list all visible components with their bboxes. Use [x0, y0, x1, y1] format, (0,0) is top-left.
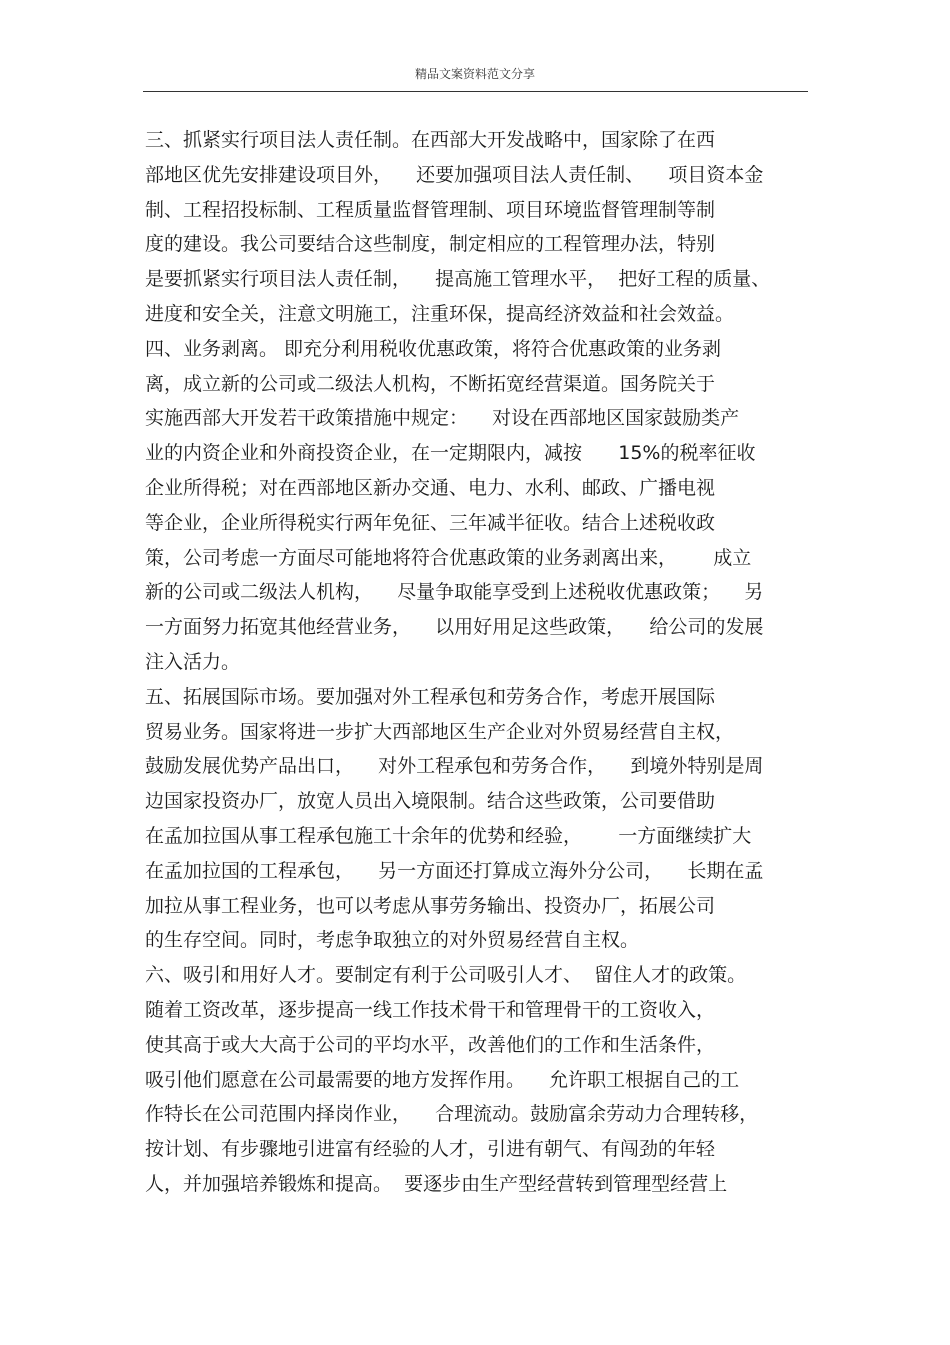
text-line: 是要抓紧实行项目法人责任制， 提高施工管理水平， 把好工程的质量、	[145, 268, 771, 291]
text-line: 实施西部大开发若干政策措施中规定： 对设在西部地区国家鼓励类产	[145, 407, 740, 430]
text-line: 企业所得税；对在西部地区新办交通、电力、水利、邮政、广播电视	[145, 476, 716, 499]
page-header: 精品文案资料范文分享	[414, 67, 535, 81]
text-line: 在孟加拉国的工程承包， 另一方面还打算成立海外分公司， 长期在孟	[145, 859, 764, 882]
text-line: 的生存空间。同时，考虑争取独立的对外贸易经营自主权。	[145, 929, 640, 952]
text-line: 等企业，企业所得税实行两年免征、三年减半征收。结合上述税收政	[145, 511, 716, 534]
text-line: 在孟加拉国从事工程承包施工十余年的优势和经验， 一方面继续扩大	[145, 824, 752, 847]
text-line: 业的内资企业和外商投资企业，在一定期限内，减按 15%的税率征收	[145, 442, 756, 465]
text-line: 贸易业务。国家将进一步扩大西部地区生产企业对外贸易经营自主权，	[145, 720, 735, 743]
text-line: 鼓励发展优势产品出口， 对外工程承包和劳务合作， 到境外特别是周	[145, 755, 764, 778]
header-divider	[143, 91, 808, 92]
text-line: 一方面努力拓宽其他经营业务， 以用好用足这些政策， 给公司的发展	[145, 616, 764, 639]
text-line: 加拉从事工程业务，也可以考虑从事劳务输出、投资办厂，拓展公司	[145, 894, 716, 917]
text-line: 吸引他们愿意在公司最需要的地方发挥作用。 允许职工根据自己的工	[145, 1068, 740, 1091]
text-line: 三、抓紧实行项目法人责任制。在西部大开发战略中，国家除了在西	[145, 129, 716, 151]
text-line: 离，成立新的公司或二级法人机构，不断拓宽经营渠道。国务院关于	[145, 372, 716, 395]
text-line: 四、业务剥离。 即充分利用税收优惠政策，将符合优惠政策的业务剥	[145, 337, 722, 360]
text-line: 部地区优先安排建设项目外， 还要加强项目法人责任制、 项目资本金	[145, 163, 764, 186]
text-line: 随着工资改革，逐步提高一线工作技术骨干和管理骨干的工资收入，	[145, 998, 716, 1021]
text-line: 度的建设。我公司要结合这些制度，制定相应的工程管理办法，特别	[145, 233, 716, 256]
text-line: 边国家投资办厂，放宽人员出入境限制。结合这些政策，公司要借助	[145, 790, 716, 813]
text-line: 制、工程招投标制、工程质量监督管理制、项目环境监督管理制等制	[145, 198, 716, 221]
text-line: 人，并加强培养锻炼和提高。 要逐步由生产型经营转到管理型经营上	[145, 1172, 728, 1195]
text-line: 进度和安全关，注意文明施工，注重环保，提高经济效益和社会效益。	[145, 302, 735, 325]
text-line: 新的公司或二级法人机构， 尽量争取能享受到上述税收优惠政策； 另	[145, 581, 764, 604]
text-line: 使其高于或大大高于公司的平均水平，改善他们的工作和生活条件，	[145, 1033, 716, 1056]
text-line: 作特长在公司范围内择岗作业， 合理流动。鼓励富余劳动力合理转移，	[145, 1103, 759, 1126]
text-line: 五、拓展国际市场。要加强对外工程承包和劳务合作，考虑开展国际	[145, 685, 716, 708]
document-body	[145, 123, 810, 1202]
text-line: 策，公司考虑一方面尽可能地将符合优惠政策的业务剥离出来， 成立	[145, 546, 752, 569]
text-line: 六、吸引和用好人才。要制定有利于公司吸引人才、 留住人才的政策。	[145, 964, 747, 987]
text-line: 注入活力。	[145, 650, 241, 673]
text-line: 按计划、有步骤地引进富有经验的人才，引进有朝气、有闯劲的年轻	[145, 1138, 716, 1161]
